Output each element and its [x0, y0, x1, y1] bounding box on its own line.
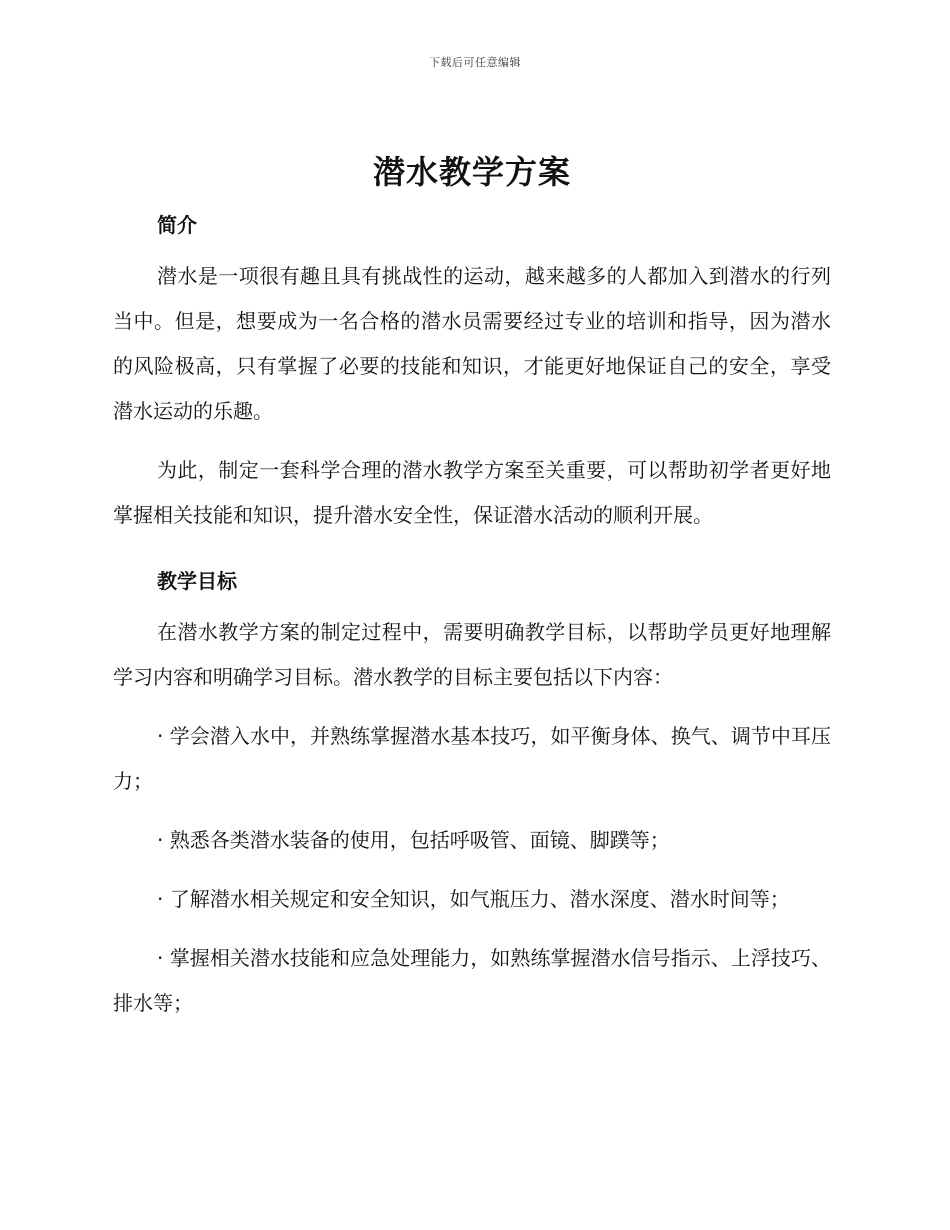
page-header-note: 下载后可任意编辑: [429, 56, 521, 69]
goal-list-item: · 了解潜水相关规定和安全知识，如气瓶压力、潜水深度、潜水时间等；: [157, 887, 790, 911]
goal-list-item: · 掌握相关潜水技能和应急处理能力，如熟练掌握潜水信号指示、上浮技巧、排水等；: [113, 946, 831, 1015]
section-heading-goals: 教学目标: [157, 569, 237, 593]
section-heading-intro: 简介: [157, 213, 197, 237]
goals-intro-paragraph: 在潜水教学方案的制定过程中，需要明确教学目标，以帮助学员更好地理解学习内容和明确学习目标。潜水教学的目标主要包括以下内容：: [113, 620, 831, 689]
intro-paragraph: 为此，制定一套科学合理的潜水教学方案至关重要，可以帮助初学者更好地掌握相关技能和知识，提升潜水安全性，保证潜水活动的顺利开展。: [113, 458, 831, 527]
intro-paragraph: 潜水是一项很有趣且具有挑战性的运动，越来越多的人都加入到潜水的行列当中。但是，想要成为一名合格的潜水员需要经过专业的培训和指导，因为潜水的风险极高，只有掌握了必要的技能和知识，才能更好地保证自己的安全，享受潜水运动的乐趣。: [113, 264, 831, 423]
document-body: [113, 150, 831, 1040]
goal-list-item: · 熟悉各类潜水装备的使用，包括呼吸管、面镜、脚蹼等；: [157, 828, 670, 852]
goal-list-item: · 学会潜入水中，并熟练掌握潜水基本技巧，如平衡身体、换气、调节中耳压力；: [113, 724, 831, 793]
document-title: 潜水教学方案: [372, 153, 571, 191]
